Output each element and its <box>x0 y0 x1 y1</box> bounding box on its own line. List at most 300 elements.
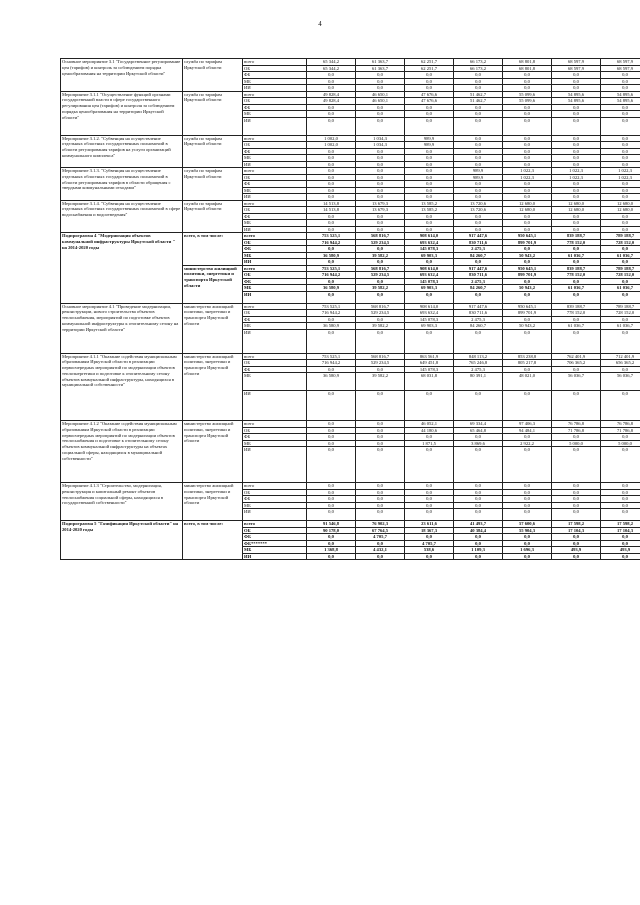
funding-source-cell: ИИ <box>243 391 307 421</box>
funding-source-cell: ФБ <box>243 213 307 220</box>
amount-cell: 145 078,3 <box>405 278 454 285</box>
amount-cell: 0,0 <box>601 553 640 560</box>
funding-source-cell: ИИ <box>243 85 307 92</box>
amount-cell: 0,0 <box>503 246 552 253</box>
amount-cell: 3 869,6 <box>454 440 503 447</box>
amount-cell: 0,0 <box>601 78 640 85</box>
funding-source-cell: ФБ <box>243 534 307 541</box>
funding-source-cell: ИИ <box>243 509 307 521</box>
amount-cell: 145 078,3 <box>405 246 454 253</box>
amount-cell: 0,0 <box>503 181 552 188</box>
amount-cell: 0,0 <box>307 161 356 168</box>
amount-cell: 0,0 <box>601 489 640 496</box>
amount-cell: 84 260,7 <box>454 252 503 259</box>
amount-cell: 0,0 <box>454 496 503 503</box>
funding-source-cell: всего <box>243 200 307 207</box>
amount-cell: 0,0 <box>405 161 454 168</box>
amount-cell: 68 031,8 <box>405 373 454 391</box>
amount-cell: 0,0 <box>454 181 503 188</box>
amount-cell: 0,0 <box>552 483 601 490</box>
amount-cell: 12 680,0 <box>601 200 640 207</box>
amount-cell: 40 384,4 <box>454 527 503 534</box>
executor-cell: министерство жилищной политики, энергетики и транспорта Иркутской области <box>183 265 243 303</box>
amount-cell: 0,0 <box>552 496 601 503</box>
amount-cell: 0,0 <box>552 78 601 85</box>
amount-cell: 0,0 <box>601 278 640 285</box>
executor-cell: министерство жилищной политики, энергетики и транспорта Иркутской области <box>183 353 243 421</box>
amount-cell: 0,0 <box>307 391 356 421</box>
amount-cell: 0,0 <box>601 502 640 509</box>
amount-cell: 62 251,7 <box>405 59 454 66</box>
amount-cell: 0,0 <box>552 85 601 92</box>
amount-cell: 728 152,0 <box>601 239 640 246</box>
amount-cell: 0,0 <box>307 291 356 303</box>
funding-source-cell: ОБ <box>243 360 307 367</box>
amount-cell: 0,0 <box>503 155 552 162</box>
amount-cell: 0,0 <box>356 194 405 201</box>
amount-cell: 908 614,0 <box>405 265 454 272</box>
amount-cell: 55 099,6 <box>503 98 552 105</box>
amount-cell: 778 152,0 <box>552 272 601 279</box>
amount-cell: 17 598,2 <box>601 521 640 528</box>
funding-source-cell: ФБ <box>243 148 307 155</box>
amount-cell: 61 363,7 <box>356 65 405 72</box>
amount-cell: 0,0 <box>552 534 601 541</box>
amount-cell: 0,0 <box>454 85 503 92</box>
funding-source-cell: МБ <box>243 502 307 509</box>
amount-cell: 145 078,3 <box>405 316 454 323</box>
amount-cell: 0,0 <box>454 194 503 201</box>
amount-cell: 12 680,0 <box>503 200 552 207</box>
funding-source-cell: ИИ <box>243 553 307 560</box>
amount-cell: 0,0 <box>552 553 601 560</box>
amount-cell: 49 828,4 <box>307 91 356 98</box>
funding-source-cell: ФБ <box>243 434 307 441</box>
amount-cell: 0,0 <box>454 553 503 560</box>
amount-cell: 50 943,2 <box>503 323 552 330</box>
amount-cell: 0,0 <box>601 391 640 421</box>
funding-source-cell: ОБ <box>243 174 307 181</box>
amount-cell: 0,0 <box>552 278 601 285</box>
amount-cell: 54 895,6 <box>601 98 640 105</box>
amount-cell: 0,0 <box>356 509 405 521</box>
amount-cell: 0,0 <box>454 434 503 441</box>
amount-cell: 0,0 <box>552 187 601 194</box>
funding-source-cell: всего <box>243 59 307 66</box>
amount-cell: 1 002,0 <box>307 135 356 142</box>
amount-cell: 0,0 <box>454 135 503 142</box>
funding-source-cell: ОБ <box>243 527 307 534</box>
amount-cell: 529 234,5 <box>356 239 405 246</box>
amount-cell: 61 036,7 <box>552 323 601 330</box>
amount-cell: 0,0 <box>307 246 356 253</box>
amount-cell: 0,0 <box>356 496 405 503</box>
amount-cell: 917 447,6 <box>454 303 503 310</box>
amount-cell: 1 022,3 <box>552 168 601 175</box>
amount-cell: 0,0 <box>503 329 552 353</box>
amount-cell: 568 816,7 <box>356 265 405 272</box>
amount-cell: 789 188,7 <box>601 265 640 272</box>
amount-cell: 0,0 <box>552 117 601 135</box>
funding-source-cell: ФБ******* <box>243 540 307 547</box>
amount-cell: 853 238,8 <box>503 353 552 360</box>
amount-cell: 0,0 <box>356 148 405 155</box>
amount-cell: 46 052,1 <box>405 421 454 428</box>
amount-cell: 48 021,0 <box>503 373 552 391</box>
amount-cell: 0,0 <box>356 155 405 162</box>
amount-cell: 12 680,0 <box>601 207 640 214</box>
amount-cell: 0,0 <box>552 540 601 547</box>
amount-cell: 0,0 <box>405 553 454 560</box>
amount-cell: 0,0 <box>454 142 503 149</box>
amount-cell: 69 334,4 <box>454 421 503 428</box>
amount-cell: 0,0 <box>307 540 356 547</box>
funding-source-cell: ИИ <box>243 447 307 483</box>
amount-cell: 0,0 <box>405 213 454 220</box>
amount-cell: 2 922,2 <box>503 440 552 447</box>
amount-cell: 54 895,6 <box>552 91 601 98</box>
amount-cell: 529 234,5 <box>356 272 405 279</box>
amount-cell: 805 217,8 <box>503 360 552 367</box>
amount-cell: 0,0 <box>307 168 356 175</box>
amount-cell: 0,0 <box>454 291 503 303</box>
amount-cell: 0,0 <box>454 259 503 266</box>
funding-source-cell: всего <box>243 303 307 310</box>
amount-cell: 0,0 <box>307 489 356 496</box>
amount-cell: 0,0 <box>356 187 405 194</box>
amount-cell: 0,0 <box>307 316 356 323</box>
amount-cell: 0,0 <box>307 553 356 560</box>
amount-cell: 693 632,4 <box>405 310 454 317</box>
funding-source-cell: ИИ <box>243 194 307 201</box>
amount-cell: 57 600,6 <box>503 521 552 528</box>
amount-cell: 76 902,3 <box>356 521 405 528</box>
funding-source-cell: всего <box>243 135 307 142</box>
amount-cell: 0,0 <box>356 246 405 253</box>
program-name-cell: Мероприятие 4.1.3 "Строительство, модернизация, реконструкция и капитальный ремонт объектов теплоснабжения социальной сферы, находящихся в государственной собственности" <box>61 483 183 521</box>
program-name-cell: Мероприятие 4.1.1 "Оказание содействия муниципальным образованиям Иркутской области в реализации первоочередных мероприятий по модернизации объектов теплоэнергетики и подготовке к отопительному сезону объектов коммунальной инфраструктуры, находящихся в муниципальной собственности" <box>61 353 183 421</box>
funding-source-cell: МБ <box>243 285 307 292</box>
amount-cell: 0,0 <box>503 259 552 266</box>
funding-source-cell: МБ <box>243 187 307 194</box>
amount-cell: 84 260,7 <box>454 323 503 330</box>
amount-cell: 0,0 <box>454 329 503 353</box>
amount-cell: 80 391,1 <box>454 373 503 391</box>
amount-cell: 94 484,1 <box>503 427 552 434</box>
funding-source-cell: ФБ <box>243 72 307 79</box>
amount-cell: 0,0 <box>356 72 405 79</box>
amount-cell: 2 475,3 <box>454 366 503 373</box>
amount-cell: 0,0 <box>307 104 356 111</box>
funding-source-cell: всего <box>243 353 307 360</box>
amount-cell: 13 720,6 <box>454 207 503 214</box>
amount-cell: 0,0 <box>454 187 503 194</box>
amount-cell: 0,0 <box>356 85 405 92</box>
amount-cell: 0,0 <box>307 174 356 181</box>
amount-cell: 69 903,3 <box>405 285 454 292</box>
amount-cell: 0,0 <box>405 174 454 181</box>
amount-cell: 66 173,2 <box>454 59 503 66</box>
amount-cell: 65 344,2 <box>307 65 356 72</box>
amount-cell: 0,0 <box>454 483 503 490</box>
amount-cell: 0,0 <box>601 117 640 135</box>
amount-cell: 44 180,6 <box>405 427 454 434</box>
funding-source-cell: ИИ <box>243 161 307 168</box>
amount-cell: 0,0 <box>454 213 503 220</box>
amount-cell: 0,0 <box>601 434 640 441</box>
amount-cell: 0,0 <box>356 366 405 373</box>
amount-cell: 0,0 <box>503 226 552 233</box>
program-name-cell: Мероприятие 4.1.2 "Оказание содействия муниципальным образованиям Иркутской области в реализации первоочередных мероприятий по модернизации объектов теплоснабжения и подготовке к отопительному сезону объектов коммунальной инфраструктуры на объектах социальной сферы, находящихся в муниципальной собственности" <box>61 421 183 483</box>
funding-source-cell: всего <box>243 91 307 98</box>
amount-cell: 0,0 <box>356 168 405 175</box>
amount-cell: 0,0 <box>601 187 640 194</box>
amount-cell: 47 676,6 <box>405 91 454 98</box>
funding-source-cell: ОБ <box>243 489 307 496</box>
amount-cell: 1 034,3 <box>356 142 405 149</box>
amount-cell: 899 701,9 <box>503 310 552 317</box>
amount-cell: 0,0 <box>454 104 503 111</box>
funding-source-cell: ОБ <box>243 142 307 149</box>
amount-cell: 0,0 <box>356 434 405 441</box>
amount-cell: 0,0 <box>307 85 356 92</box>
amount-cell: 0,0 <box>601 496 640 503</box>
amount-cell: 65 464,8 <box>454 427 503 434</box>
amount-cell: 0,0 <box>307 194 356 201</box>
amount-cell: 0,0 <box>405 117 454 135</box>
amount-cell: 0,0 <box>405 483 454 490</box>
funding-source-cell: ОБ <box>243 65 307 72</box>
amount-cell: 51 462,7 <box>454 91 503 98</box>
amount-cell: 61 036,7 <box>552 285 601 292</box>
amount-cell: 908 614,0 <box>405 303 454 310</box>
amount-cell: 50 943,2 <box>503 285 552 292</box>
amount-cell: 61 036,7 <box>601 285 640 292</box>
amount-cell: 0,0 <box>405 187 454 194</box>
amount-cell: 716 944,2 <box>307 310 356 317</box>
funding-source-cell: ФБ <box>243 316 307 323</box>
amount-cell: 1 022,3 <box>552 174 601 181</box>
amount-cell: 0,0 <box>405 148 454 155</box>
amount-cell: 989,9 <box>405 135 454 142</box>
amount-cell: 0,0 <box>356 78 405 85</box>
amount-cell: 0,0 <box>552 135 601 142</box>
amount-cell: 0,0 <box>552 226 601 233</box>
funding-source-cell: ФБ <box>243 496 307 503</box>
amount-cell: 23 611,6 <box>405 521 454 528</box>
amount-cell: 0,0 <box>307 220 356 227</box>
amount-cell: 0,0 <box>552 142 601 149</box>
amount-cell: 68 801,8 <box>503 65 552 72</box>
amount-cell: 1 002,0 <box>307 142 356 149</box>
budget-table <box>60 58 640 560</box>
amount-cell: 2 475,3 <box>454 316 503 323</box>
amount-cell: 0,0 <box>307 226 356 233</box>
amount-cell: 0,0 <box>552 502 601 509</box>
amount-cell: 0,0 <box>601 246 640 253</box>
funding-source-cell: МБ <box>243 111 307 118</box>
amount-cell: 899 701,9 <box>503 239 552 246</box>
amount-cell: 0,0 <box>405 259 454 266</box>
amount-cell: 0,0 <box>307 117 356 135</box>
executor-cell: министерство жилищной политики, энергетики и транспорта Иркутской области <box>183 483 243 521</box>
amount-cell: 0,0 <box>405 194 454 201</box>
amount-cell: 0,0 <box>405 78 454 85</box>
amount-cell: 0,0 <box>307 434 356 441</box>
amount-cell: 0,0 <box>503 148 552 155</box>
amount-cell: 36 580,9 <box>307 323 356 330</box>
amount-cell: 0,0 <box>405 181 454 188</box>
executor-cell: служба по тарифам Иркутской области <box>183 59 243 92</box>
amount-cell: 0,0 <box>307 148 356 155</box>
amount-cell: 753 525,1 <box>307 265 356 272</box>
amount-cell: 0,0 <box>307 155 356 162</box>
amount-cell: 1 022,3 <box>503 168 552 175</box>
amount-cell: 39 582,2 <box>356 323 405 330</box>
amount-cell: 0,0 <box>601 213 640 220</box>
amount-cell: 0,0 <box>552 220 601 227</box>
amount-cell: 18 367,3 <box>405 527 454 534</box>
amount-cell: 728 152,0 <box>601 272 640 279</box>
amount-cell: 0,0 <box>503 111 552 118</box>
amount-cell: 0,0 <box>454 117 503 135</box>
amount-cell: 0,0 <box>356 291 405 303</box>
amount-cell: 0,0 <box>307 534 356 541</box>
amount-cell: 762 401,9 <box>552 353 601 360</box>
funding-source-cell: ФБ <box>243 104 307 111</box>
amount-cell: 0,0 <box>552 194 601 201</box>
amount-cell: 68 597,9 <box>601 65 640 72</box>
amount-cell: 0,0 <box>405 85 454 92</box>
amount-cell: 753 525,1 <box>307 233 356 240</box>
amount-cell: 0,0 <box>307 427 356 434</box>
amount-cell: 1 368,8 <box>307 547 356 554</box>
amount-cell: 54 895,6 <box>552 98 601 105</box>
amount-cell: 76 786,8 <box>601 421 640 428</box>
amount-cell: 0,0 <box>356 220 405 227</box>
amount-cell: 778 152,0 <box>552 239 601 246</box>
amount-cell: 568 816,7 <box>356 353 405 360</box>
amount-cell: 0,0 <box>405 502 454 509</box>
amount-cell: 0,0 <box>552 509 601 521</box>
amount-cell: 54 895,6 <box>601 91 640 98</box>
executor-cell: министерство жилищной политики, энергетики и транспорта Иркутской области <box>183 303 243 353</box>
amount-cell: 1 871,5 <box>405 440 454 447</box>
amount-cell: 0,0 <box>454 155 503 162</box>
amount-cell: 46 650,1 <box>356 91 405 98</box>
amount-cell: 0,0 <box>405 496 454 503</box>
amount-cell: 0,0 <box>503 502 552 509</box>
amount-cell: 0,0 <box>454 220 503 227</box>
funding-source-cell: ОБ <box>243 239 307 246</box>
funding-source-cell: ИИ <box>243 259 307 266</box>
amount-cell: 0,0 <box>454 540 503 547</box>
funding-source-cell: МБ <box>243 323 307 330</box>
funding-source-cell: МБ <box>243 155 307 162</box>
amount-cell: 0,0 <box>356 316 405 323</box>
amount-cell: 0,0 <box>454 509 503 521</box>
amount-cell: 0,0 <box>601 135 640 142</box>
amount-cell: 12 680,0 <box>552 207 601 214</box>
amount-cell: 69 903,3 <box>405 252 454 259</box>
funding-source-cell: всего <box>243 168 307 175</box>
amount-cell: 0,0 <box>405 447 454 483</box>
amount-cell: 649 451,8 <box>405 360 454 367</box>
amount-cell: 4 432,1 <box>356 547 405 554</box>
amount-cell: 839 188,7 <box>552 265 601 272</box>
amount-cell: 47 676,6 <box>405 98 454 105</box>
amount-cell: 1 109,3 <box>454 547 503 554</box>
amount-cell: 0,0 <box>503 447 552 483</box>
amount-cell: 2 475,3 <box>454 246 503 253</box>
amount-cell: 65 344,2 <box>307 59 356 66</box>
amount-cell: 1 022,3 <box>601 174 640 181</box>
amount-cell: 0,0 <box>503 540 552 547</box>
amount-cell: 13 585,2 <box>405 200 454 207</box>
amount-cell: 0,0 <box>552 104 601 111</box>
amount-cell: 0,0 <box>601 148 640 155</box>
amount-cell: 839 188,7 <box>552 233 601 240</box>
amount-cell: 0,0 <box>601 155 640 162</box>
amount-cell: 0,0 <box>356 181 405 188</box>
amount-cell: 0,0 <box>405 104 454 111</box>
amount-cell: 2 475,3 <box>454 278 503 285</box>
amount-cell: 0,0 <box>503 161 552 168</box>
amount-cell: 0,0 <box>503 72 552 79</box>
amount-cell: 1 022,3 <box>601 168 640 175</box>
amount-cell: 17 104,3 <box>601 527 640 534</box>
amount-cell: 145 078,3 <box>405 366 454 373</box>
amount-cell: 0,0 <box>552 161 601 168</box>
page-number: 4 <box>318 20 322 28</box>
amount-cell: 0,0 <box>356 540 405 547</box>
amount-cell: 71 786,8 <box>601 427 640 434</box>
amount-cell: 1 696,3 <box>503 547 552 554</box>
funding-source-cell: ИИ <box>243 117 307 135</box>
funding-source-cell: ИИ <box>243 226 307 233</box>
amount-cell: 0,0 <box>307 366 356 373</box>
amount-cell: 0,0 <box>405 434 454 441</box>
amount-cell: 0,0 <box>307 447 356 483</box>
funding-source-cell: всего <box>243 233 307 240</box>
amount-cell: 0,0 <box>503 142 552 149</box>
amount-cell: 538,6 <box>405 547 454 554</box>
amount-cell: 753 525,1 <box>307 353 356 360</box>
amount-cell: 67 764,5 <box>356 527 405 534</box>
amount-cell: 0,0 <box>601 447 640 483</box>
amount-cell: 49 828,4 <box>307 98 356 105</box>
funding-source-cell: всего <box>243 265 307 272</box>
amount-cell: 0,0 <box>405 168 454 175</box>
funding-source-cell: ОБ <box>243 207 307 214</box>
funding-source-cell: ФБ <box>243 278 307 285</box>
amount-cell: 0,0 <box>454 72 503 79</box>
amount-cell: 0,0 <box>356 226 405 233</box>
amount-cell: 0,0 <box>307 187 356 194</box>
amount-cell: 55 904,3 <box>503 527 552 534</box>
amount-cell: 0,0 <box>552 391 601 421</box>
amount-cell: 0,0 <box>356 329 405 353</box>
amount-cell: 712 401,9 <box>601 353 640 360</box>
amount-cell: 0,0 <box>552 155 601 162</box>
amount-cell: 46 650,1 <box>356 98 405 105</box>
amount-cell: 0,0 <box>601 534 640 541</box>
amount-cell: 0,0 <box>307 181 356 188</box>
amount-cell: 0,0 <box>601 226 640 233</box>
executor-cell: министерство жилищной политики, энергетики и транспорта Иркутской области <box>183 421 243 483</box>
program-name-cell: Подпрограмма 5 "Газификация Иркутской области" на 2014-2020 годы <box>61 521 183 560</box>
amount-cell: 12 680,0 <box>552 200 601 207</box>
